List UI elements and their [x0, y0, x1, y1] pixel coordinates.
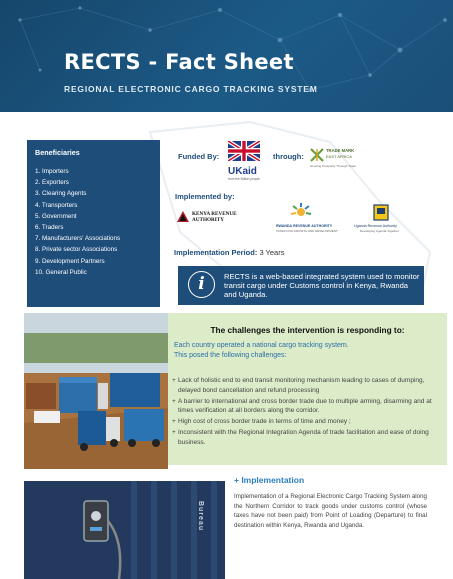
list-item: 1. Importers [35, 168, 69, 175]
rra-name: RWANDA REVENUE AUTHORITY [276, 224, 333, 228]
container-lettering: Bureau [197, 501, 204, 532]
trucks-photo [24, 313, 168, 469]
list-item: + High cost of cross border trade in terms of time and money ; [172, 417, 444, 427]
implementation-period [174, 248, 284, 257]
list-item: 3. Clearing Agents [35, 190, 87, 198]
challenges-intro-line: This posed the following challenges: [174, 352, 287, 359]
ura-emblem-icon [373, 204, 389, 221]
challenges-intro [174, 341, 444, 361]
challenges-panel [168, 313, 447, 465]
challenges-list [172, 376, 444, 449]
list-item: 9. Development Partners [35, 257, 105, 265]
list-item: 10. General Public [35, 268, 87, 276]
header-banner [0, 0, 453, 112]
tmea-mark-icon [310, 148, 324, 162]
list-item: + A barrier to international and cross border trade due to multiple arming, disarming and at times verification at all borders along the corridor. [172, 397, 444, 417]
tmea-region: EAST AFRICA [326, 154, 352, 159]
list-item: 5. Government [35, 212, 77, 220]
list-item: 8. Private sector Associations [35, 246, 118, 254]
rects-description: RECTS is a web-based integrated system used to monitor transit cargo under Customs control in Kenya, Rwanda and Uganda. [224, 272, 420, 300]
list-item: 6. Traders [35, 224, 64, 232]
funded-by-label: Funded By: [178, 152, 220, 161]
implemented-by-label: Implemented by: [175, 192, 235, 201]
tracking-device-photo [24, 481, 225, 579]
implementation-heading: + Implementation [234, 475, 305, 485]
list-item: 4. Transporters [35, 201, 78, 209]
ukaid-logo [228, 141, 260, 181]
device-illustration [24, 481, 225, 579]
page-title: RECTS - Fact Sheet [64, 50, 294, 74]
kra-logo [176, 209, 256, 225]
tmea-tagline: Growing Prosperity Through Trade [310, 164, 356, 168]
tmea-name: TRADE MARK [326, 148, 355, 153]
kra-name: KENYA REVENUE AUTHORITY [192, 211, 237, 223]
list-item: + Lack of holistic end to end transit monitoring mechanism leading to cases of dumping, delayed bond cancellation and refund processing [172, 376, 444, 396]
info-icon: i [188, 271, 215, 298]
list-item: 7. Manufacturers' Associations [35, 235, 121, 243]
rra-tagline: TAXES FOR GROWTH AND DEVELOPMENT [276, 229, 338, 233]
implementation-text: Implementation of a Regional Electronic Cargo Tracking System along the Northern Corridor to track goods under customs control (whose taxes have not been paid) from Point of Loading (Departure) to final destination within Kenya, Rwanda and Uganda. [234, 493, 427, 529]
period-value: 3 Years [259, 248, 285, 257]
ura-tagline: Developing Uganda Together [360, 229, 399, 233]
list-item: + Inconsistent with the Regional Integration Agenda of trade facilitation and ease of doing business. [172, 428, 444, 448]
rra-logo [276, 202, 338, 236]
beneficiaries-panel [27, 140, 160, 307]
beneficiaries-heading: Beneficiaries [35, 148, 80, 157]
page-subtitle: REGIONAL ELECTRONIC CARGO TRACKING SYSTEM [64, 84, 318, 94]
trucks-illustration [24, 313, 168, 469]
rra-emblem-icon [289, 202, 313, 222]
through-label: through: [273, 152, 304, 161]
challenges-intro-line: Each country operated a national cargo tracking system. [174, 342, 349, 349]
period-label: Implementation Period: [174, 248, 258, 257]
ura-name: Uganda Revenue Authority [354, 224, 397, 228]
challenges-heading: The challenges the intervention is responding to: [210, 325, 405, 335]
ura-logo [354, 204, 410, 236]
ukaid-text: UKaid [228, 166, 257, 177]
list-item: 2. Exporters [35, 179, 69, 187]
union-flag-icon [228, 141, 260, 161]
rects-info-box [178, 266, 424, 305]
ukaid-tagline: from the British people [228, 177, 260, 181]
beneficiaries-list [35, 166, 152, 278]
trademark-east-africa-logo [310, 146, 358, 172]
kra-emblem-icon [176, 210, 190, 224]
